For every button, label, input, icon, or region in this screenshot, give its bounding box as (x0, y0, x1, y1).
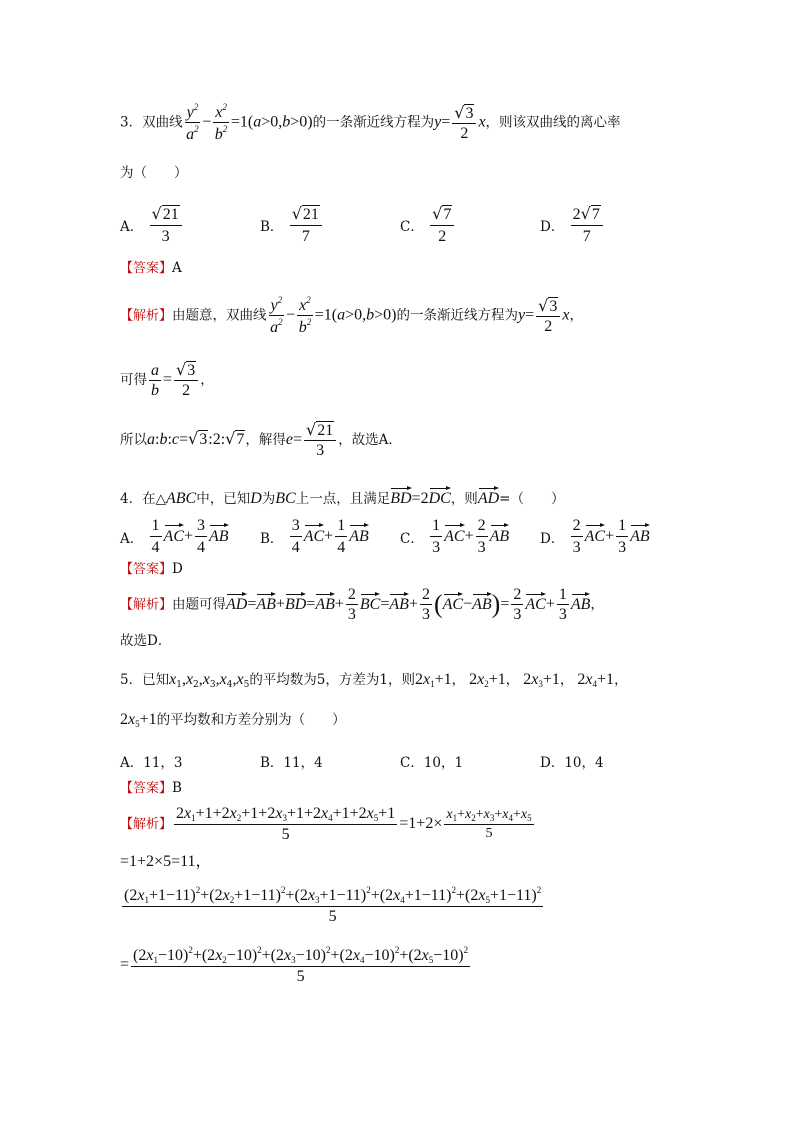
formula-variance-1: $\frac{(2x_1+1-11)^2+(2x_2+1-11)^2+(2x_3+1-11)^2+(2x_4+1-11)^2+(2x_5+1-11)^2}{5}$ (124, 885, 542, 925)
formula-x2-over-b2: $\frac{x^2}{b^2}$ (214, 102, 228, 143)
q3-stem-line2: 为（ ） (120, 165, 188, 181)
q3-analysis-text-e: ，解得 (245, 432, 286, 448)
q5-option-b[interactable]: B．11，4 (260, 755, 323, 771)
q3-option-d[interactable]: D． $\frac{2√7}{7}$ (540, 204, 605, 246)
formula-y2-over-a2: $\frac{y^2}{a^2}$ (186, 102, 199, 143)
q3-option-a[interactable]: A． $\frac{√21}{3}$ (120, 204, 184, 246)
q3-analysis-text-c: 可得 (120, 372, 147, 388)
q4-answer-value: D (172, 561, 183, 577)
q3-stem-b: 的一条渐近线方程为 (312, 114, 435, 131)
q4-stem: 4．在△ABC中，已知D为BC上一点，且满足 BD=2 DC，则 AD=（ ） (120, 486, 564, 507)
q3-answer-value: A (172, 260, 182, 276)
q4-option-a[interactable]: A． $\frac{1}{4}$ AC+ $\frac{3}{4}$ AB (120, 517, 229, 556)
q4-option-d[interactable]: D． $\frac{2}{3}$ AC+ $\frac{1}{3}$ AB (540, 517, 650, 556)
q3-answer (120, 262, 182, 276)
q5-analysis-variance-2: = $\frac{(2x_1-10)^2+(2x_2-10)^2+(2x_3-10)^2+(2x_4-10)^2+(2x_5-10)^2}{5}$ (120, 945, 469, 985)
q5-analysis-line2: =1+2×5=11， (120, 853, 212, 870)
q5-analysis-line1: 【解析】 $\frac{2x_1+1+2x_2+1+2x_3+1+2x_4+1+2x_5+1}{5}$ =1+2× $\frac{x_1+x_2+x_3+x_4+x_5}{5}$ (120, 805, 532, 843)
q3-stem-c: ，则该双曲线的离心率 (485, 114, 621, 131)
analysis-tag: 【解析】 (120, 308, 173, 324)
q4-option-c[interactable]: C． $\frac{1}{3}$ AC+ $\frac{2}{3}$ AB (400, 517, 510, 556)
q3-analysis-line2: 可得 $\frac{a}{b}$ = $\frac{√3}{2}$ ， (120, 360, 214, 399)
q4-analysis-line1: 【解析】由题可得 AD= AB+ BD= AB+ $\frac{2}{3}$ BC= AB+ $\frac{2}{3}$ ( AC− AB)= $\frac{2}{3}$ AC+ $\frac{1}{3}$ AB， (120, 586, 604, 623)
q4-number: 4．在△ (120, 491, 166, 507)
q4-answer (120, 563, 183, 577)
q5-option-c[interactable]: C．10，1 (400, 755, 464, 771)
q5-number: 5．已知 (120, 672, 170, 688)
formula-mean: $\frac{2x_1+1+2x_2+1+2x_3+1+2x_4+1+2x_5+1}{5}$ (176, 805, 396, 843)
answer-tag: 【答案】 (120, 562, 173, 577)
q4-option-b[interactable]: B． $\frac{3}{4}$ AC+ $\frac{1}{4}$ AB (260, 517, 369, 556)
q3-number: 3． (120, 114, 143, 131)
q5-analysis-variance-1 (120, 886, 545, 925)
analysis-tag: 【解析】 (120, 817, 173, 832)
q3-stem-line1: 3．双曲线 $\frac{y^2}{a^2}$ − $\frac{x^2}{b^2}$ =1(a>0,b>0)的一条渐近线方程为y= $\frac{√3}{2}$ x，则该双曲线的离心率 (120, 102, 621, 143)
q5-answer-value: B (172, 780, 182, 796)
formula-variance-2: $\frac{(2x_1-10)^2+(2x_2-10)^2+(2x_3-10)^2+(2x_4-10)^2+(2x_5-10)^2}{5}$ (133, 945, 469, 985)
q5-stem-line1: 5．已知$x_1,x_2,x_3,x_4,x_5$的平均数为5，方差为1，则$2x_1+1$， $2x_2+1$， $2x_3+1$， $2x_4+1$， (120, 671, 628, 690)
q3-analysis-text-b: 的一条渐近线方程为 (396, 307, 519, 324)
analysis-tag: 【解析】 (120, 597, 173, 613)
q5-answer (120, 782, 182, 796)
q3-analysis-line1: 【解析】由题意，双曲线 $\frac{y^2}{a^2}$ − $\frac{x^2}{b^2}$ =1(a>0,b>0)的一条渐近线方程为y= $\frac{√3}{2}$ x， (120, 295, 583, 336)
q5-option-a[interactable]: A．11，3 (120, 755, 183, 771)
q3-option-b[interactable]: B． $\frac{√21}{7}$ (260, 204, 324, 246)
answer-tag: 【答案】 (120, 781, 173, 796)
q5-stem-line2: $2x_5+1$的平均数和方差分别为（ ） (120, 711, 346, 729)
q3-analysis-text-f: ，故选A． (338, 432, 402, 448)
q4-analysis-line2: 故选D． (120, 633, 172, 649)
answer-tag: 【答案】 (120, 261, 173, 276)
q3-option-c[interactable]: C． $\frac{√7}{2}$ (400, 204, 456, 246)
q3-analysis-line3: 所以a:b:c=√3:2:√7，解得e= $\frac{√21}{3}$ ，故选A． (120, 420, 402, 459)
q5-option-d[interactable]: D．10，4 (540, 755, 604, 771)
q3-stem-a: 双曲线 (142, 114, 183, 131)
q3-analysis-text-a: 由题意，双曲线 (172, 307, 267, 324)
q3-analysis-text-d: 所以 (120, 432, 147, 448)
formula-sqrt3-over-2: $\frac{√3}{2}$ (452, 105, 476, 142)
